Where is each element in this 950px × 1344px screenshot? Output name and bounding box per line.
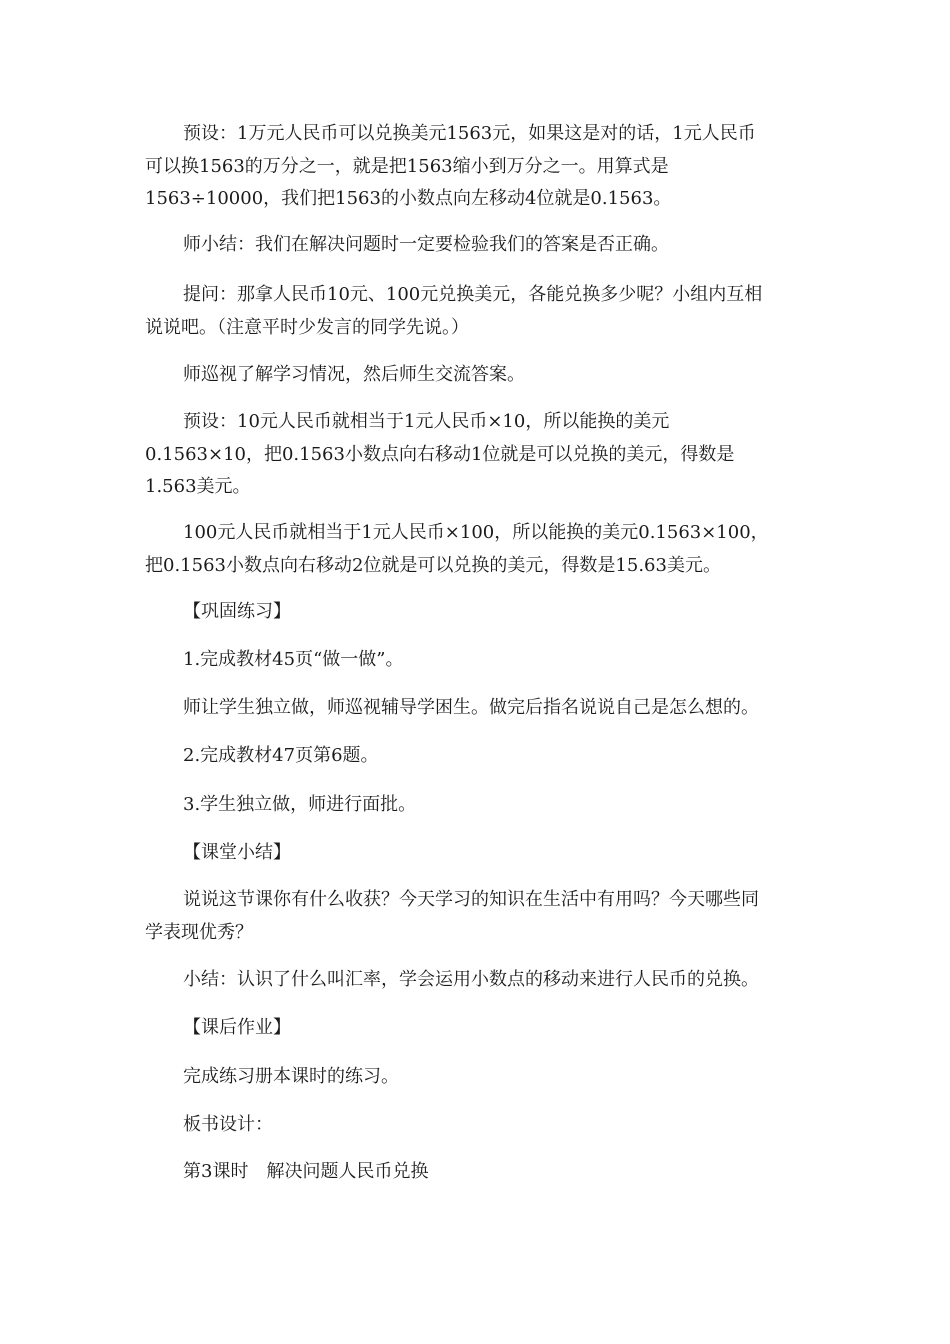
text-line: 2.完成教材47页第6题。 bbox=[183, 745, 379, 766]
text-line: 0.1563×10，把0.1563小数点向右移动1位就是可以兑换的美元，得数是 bbox=[145, 443, 735, 465]
paragraph-board-design-title bbox=[145, 1156, 810, 1189]
paragraph-question bbox=[145, 279, 810, 344]
text-line: 100元人民币就相当于1元人民币×100，所以能换的美元0.1563×100， bbox=[183, 522, 769, 543]
paragraph-homework bbox=[145, 1061, 810, 1094]
heading-homework bbox=[145, 1012, 810, 1045]
text-line: 3.学生独立做，师进行面批。 bbox=[183, 794, 417, 815]
text-line: 师巡视了解学习情况，然后师生交流答案。 bbox=[183, 364, 525, 385]
text-line: 板书设计： bbox=[183, 1114, 273, 1135]
text-line: 提问：那拿人民币10元、100元兑换美元，各能兑换多少呢？小组内互相 bbox=[183, 284, 763, 305]
heading-consolidation-practice bbox=[145, 596, 810, 629]
heading-class-summary bbox=[145, 837, 810, 870]
text-line: 完成练习册本课时的练习。 bbox=[183, 1066, 399, 1087]
text-line: 学表现优秀？ bbox=[145, 921, 253, 943]
text-line: 预设：10元人民币就相当于1元人民币×10，所以能换的美元 bbox=[183, 411, 670, 432]
paragraph-teacher-summary bbox=[145, 229, 810, 262]
text-line: 师小结：我们在解决问题时一定要检验我们的答案是否正确。 bbox=[183, 234, 669, 255]
paragraph-summary bbox=[145, 964, 810, 997]
paragraph-preset-exchange bbox=[145, 118, 810, 216]
text-line: 把0.1563小数点向右移动2位就是可以兑换的美元，得数是15.63美元。 bbox=[145, 554, 721, 576]
paragraph-exercise-3 bbox=[145, 789, 810, 822]
paragraph-exercise-2 bbox=[145, 740, 810, 773]
paragraph-exercise-1 bbox=[145, 644, 810, 677]
text-line: 1563÷10000，我们把1563的小数点向左移动4位就是0.1563。 bbox=[145, 188, 672, 209]
text-line: 预设：1万元人民币可以兑换美元1563元，如果这是对的话，1元人民币 bbox=[183, 123, 756, 144]
text-line: 说说吧。（注意平时少发言的同学先说。） bbox=[145, 316, 469, 338]
paragraph-reflection-question bbox=[145, 884, 810, 949]
paragraph-preset-ten-yuan bbox=[145, 406, 810, 504]
paragraph-teacher-patrol bbox=[145, 359, 810, 392]
section-heading: 【巩固练习】 bbox=[183, 601, 291, 622]
paragraph-board-design-label bbox=[145, 1109, 810, 1142]
text-line: 1.完成教材45页“做一做”。 bbox=[183, 649, 404, 670]
paragraph-hundred-yuan bbox=[145, 517, 810, 582]
section-heading: 【课堂小结】 bbox=[183, 842, 291, 863]
text-line: 第3课时 解决问题人民币兑换 bbox=[183, 1161, 429, 1182]
text-line: 说说这节课你有什么收获？今天学习的知识在生活中有用吗？今天哪些同 bbox=[183, 889, 759, 910]
text-line: 1.563美元。 bbox=[145, 476, 251, 497]
text-line: 小结：认识了什么叫汇率，学会运用小数点的移动来进行人民币的兑换。 bbox=[183, 969, 759, 990]
text-line: 师让学生独立做，师巡视辅导学困生。做完后指名说说自己是怎么想的。 bbox=[183, 697, 759, 718]
paragraph-independent-work bbox=[145, 692, 810, 725]
section-heading: 【课后作业】 bbox=[183, 1017, 291, 1038]
text-line: 可以换1563的万分之一，就是把1563缩小到万分之一。用算式是 bbox=[145, 155, 669, 177]
